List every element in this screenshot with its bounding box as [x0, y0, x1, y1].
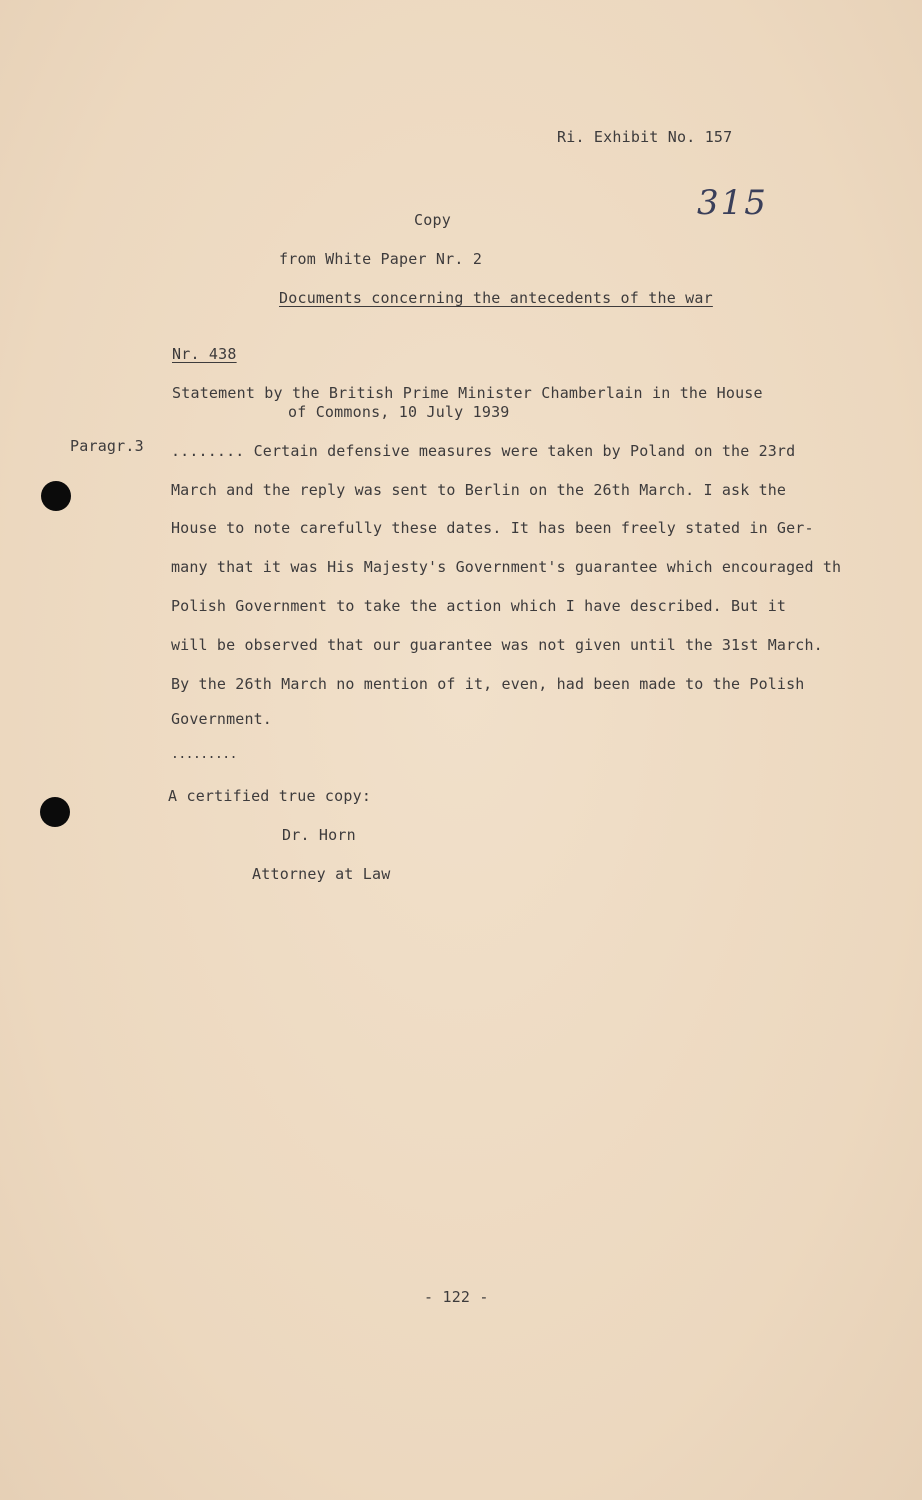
punch-hole [41, 481, 71, 511]
source-line: from White Paper Nr. 2 [279, 250, 483, 268]
signer-name: Dr. Horn [282, 826, 356, 844]
statement-line-1: Statement by the British Prime Minister Chamberlain in the House [172, 384, 763, 402]
handwritten-number: 315 [697, 183, 768, 223]
copy-label: Copy [414, 211, 451, 229]
body-line: will be observed that our guarantee was not given until the 31st March. [171, 636, 823, 654]
body-line: ........ Certain defensive measures were taken by Poland on the 23rd [171, 442, 796, 460]
documents-title: Documents concerning the antecedents of the war [279, 289, 713, 307]
exhibit-label: Ri. Exhibit No. 157 [557, 128, 733, 146]
body-line: Government. [171, 710, 272, 728]
statement-line-2: of Commons, 10 July 1939 [288, 403, 510, 421]
body-line: March and the reply was sent to Berlin on the 26th March. I ask the [171, 481, 787, 499]
body-line: House to note carefully these dates. It has been freely stated in Ger- [171, 519, 814, 537]
ellipsis: ......... [171, 747, 237, 762]
certification-label: A certified true copy: [168, 787, 372, 805]
punch-hole [40, 797, 70, 827]
signer-title: Attorney at Law [252, 865, 391, 883]
body-line: Polish Government to take the action which I have described. But it [171, 597, 787, 615]
paragraph-label: Paragr.3 [70, 437, 144, 455]
document-number: Nr. 438 [172, 345, 237, 363]
body-line: many that it was His Majesty's Government's guarantee which encouraged th [171, 558, 842, 576]
page-number: - 122 - [424, 1288, 489, 1306]
body-line: By the 26th March no mention of it, even, had been made to the Polish [171, 675, 805, 693]
